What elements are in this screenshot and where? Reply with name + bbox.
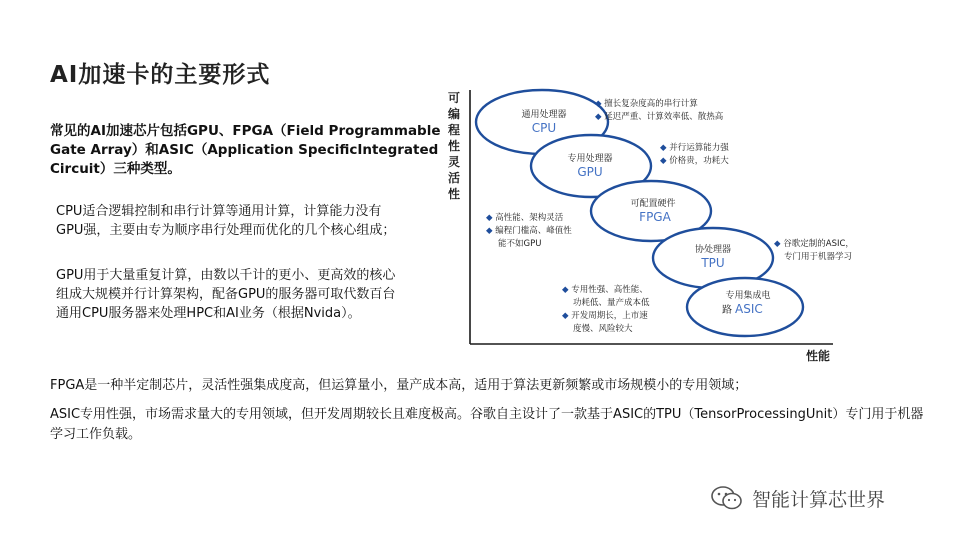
svg-text:灵: 灵	[447, 155, 461, 169]
asic-note-4: 度慢、风险较大	[573, 324, 633, 334]
asic-node-name: ASIC	[735, 302, 763, 316]
svg-text:程: 程	[447, 123, 461, 137]
page-title: AI加速卡的主要形式	[50, 62, 271, 88]
x-axis-label: 性能	[806, 349, 831, 363]
y-axis-label	[448, 90, 460, 201]
gpu-paragraph: GPU用于大量重复计算，由数以千计的更小、更高效的核心组成大规模并行计算架构，配备GPU的服务器可取代数百台通用CPU服务器来处理HPC和AI业务（根据Nvida）。	[56, 268, 396, 321]
tpu-node-name: TPU	[701, 256, 725, 270]
processor-diagram	[438, 84, 878, 364]
asic-node-label: 专用集成电	[725, 291, 771, 301]
tpu-note-2: 专门用于机器学习	[784, 252, 853, 262]
gpu-note-2: 价格贵，功耗大	[669, 156, 729, 166]
cpu-node-name: CPU	[531, 121, 557, 135]
tpu-note-1: 谷歌定制的ASIC，	[783, 239, 854, 249]
svg-text:◆ 延迟严重、计算效率低、散热高: ◆ 延迟严重、计算效率低、散热高	[595, 112, 724, 122]
svg-text:◆ 专用性强、高性能、: ◆ 专用性强、高性能、	[562, 285, 648, 295]
cpu-note-2: 延迟严重、计算效率低、散热高	[604, 112, 724, 122]
svg-text:◆ 价格贵，功耗大: ◆ 价格贵，功耗大	[660, 156, 729, 166]
asic-paragraph: ASIC专用性强，市场需求量大的专用领域，但开发周期较长且难度极高。谷歌自主设计了一款基于ASIC的TPU（TensorProcessingUnit）专门用于机器学习工作负载。	[50, 407, 924, 442]
svg-text:◆ 开发周期长，上市速: ◆ 开发周期长，上市速	[562, 311, 648, 321]
fpga-note-1: 高性能、架构灵活	[495, 213, 564, 223]
wechat-icon	[710, 484, 744, 512]
fpga-paragraph: FPGA是一种半定制芯片，灵活性强集成度高，但运算量小，量产成本高，适用于算法更新频繁或市场规模小的专用领域；	[50, 378, 748, 393]
cpu-note-1: 擅长复杂度高的串行计算	[604, 99, 698, 109]
gpu-note-1: 并行运算能力强	[669, 143, 729, 153]
gpu-node-name: GPU	[577, 165, 603, 179]
fpga-node-label: 可配置硬件	[630, 199, 676, 209]
cpu-paragraph: CPU适合逻辑控制和串行计算等通用计算，计算能力没有GPU强，主要由专为顺序串行处理而优化的几个核心组成；	[56, 204, 396, 238]
asic-node-label-2: 路	[722, 305, 732, 316]
svg-text:◆ 高性能、架构灵活: ◆ 高性能、架构灵活	[486, 213, 564, 223]
svg-text:◆ 并行运算能力强: ◆ 并行运算能力强	[660, 143, 729, 153]
asic-note-2: 功耗低、量产成本低	[573, 298, 650, 308]
fpga-note-2: 编程门槛高、峰值性	[495, 226, 572, 236]
svg-text:◆ 谷歌定制的ASIC，: ◆ 谷歌定制的ASIC，	[774, 239, 854, 249]
svg-text:活: 活	[447, 171, 461, 185]
watermark	[710, 484, 885, 512]
tpu-node-label: 协处理器	[694, 245, 732, 255]
cpu-node-label: 通用处理器	[521, 110, 567, 120]
watermark-text: 智能计算芯世界	[752, 488, 886, 511]
svg-text:可: 可	[447, 91, 461, 105]
svg-text:编: 编	[447, 107, 461, 121]
svg-text:性: 性	[447, 139, 461, 153]
asic-note-3: 开发周期长，上市速	[571, 311, 648, 321]
svg-text:◆ 编程门槛高、峰值性: ◆ 编程门槛高、峰值性	[486, 226, 572, 236]
asic-note-1: 专用性强、高性能、	[571, 285, 648, 295]
fpga-node-name: FPGA	[639, 210, 671, 224]
fpga-note-3: 能不如GPU	[498, 239, 542, 249]
svg-text:性: 性	[447, 187, 461, 201]
gpu-node-label: 专用处理器	[567, 154, 613, 164]
svg-text:◆ 擅长复杂度高的串行计算: ◆ 擅长复杂度高的串行计算	[595, 99, 698, 109]
intro-text: 常见的AI加速芯片包括GPU、FPGA（Field Programmable Gate Array）和ASIC（Application SpecificIntegrated Circuit）三种类型。	[50, 123, 441, 177]
